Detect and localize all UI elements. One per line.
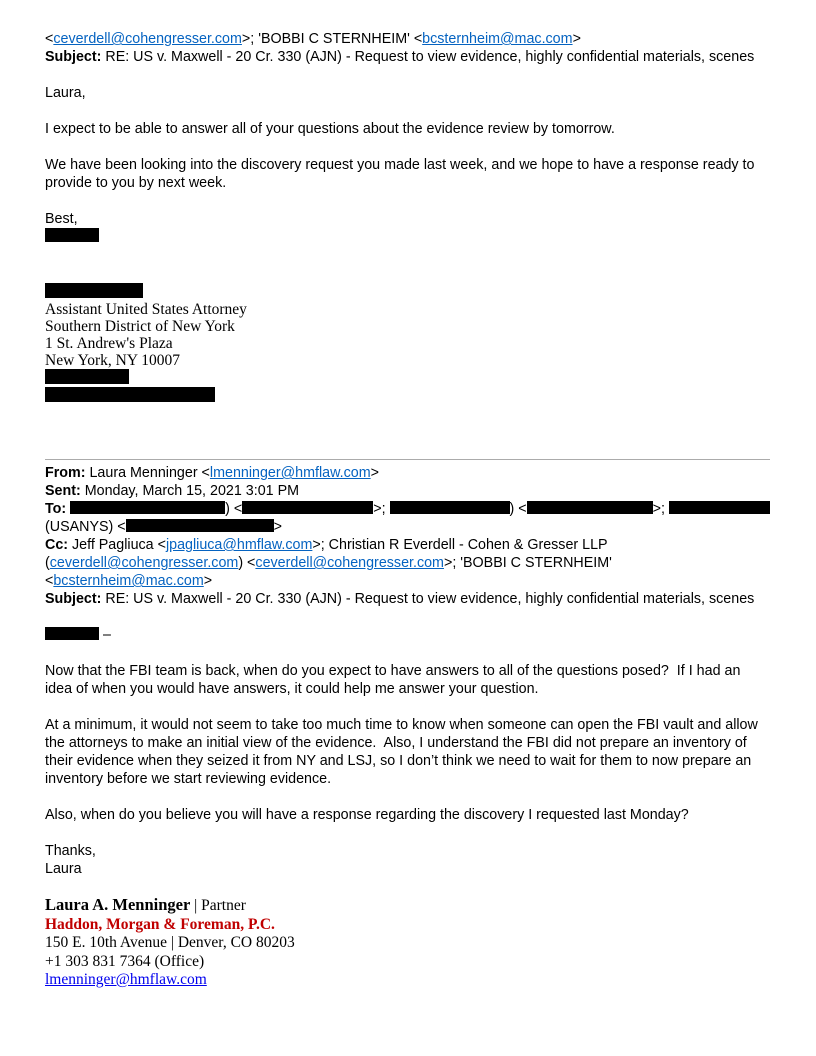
subject-label: Subject: [45,591,106,607]
ausa-signature-block [45,283,770,405]
from-name: Laura Menninger < [89,465,210,481]
redacted-email-line [45,387,770,405]
signature-name-line [45,896,770,916]
email2-closing-thanks: Thanks, [45,843,96,859]
from-label: From: [45,465,90,481]
signature-phone: +1 303 831 7364 (Office) [45,952,205,970]
redaction-bar [669,501,770,514]
to-separator: >; [373,501,390,517]
recipients-continuation-line [45,30,770,48]
menninger-signature-block [45,896,770,990]
cc-mid-1: >; Christian R Everdell - Cohen & Gresser LLP ( [45,537,612,571]
to-close-bracket: > [273,519,282,535]
email2-subject-line [45,590,770,608]
to-separator: ) < [225,501,243,517]
cc-line [45,536,770,590]
recipients-pre: < [45,31,54,47]
from-line [45,464,770,482]
email2-paragraph-3: Also, when do you believe you will have a response regarding the discovery I requested last Monday? [45,807,689,823]
email2-paragraph-1: Now that the FBI team is back, when do you expect to have answers to all of the questions posed? If I had an idea of when you would have answers, it could help me answer your question. [45,663,745,697]
sent-value: Monday, March 15, 2021 3:01 PM [84,483,300,499]
signature-name: Laura A. Menninger [45,895,191,914]
signature-email-line [45,971,770,990]
to-line [45,500,770,518]
ausa-address-2: New York, NY 10007 [45,352,181,369]
redaction-bar [390,501,510,514]
redaction-bar [45,387,215,402]
email1-salutation: Laura, [45,85,86,101]
redacted-signature-name-line [45,283,770,301]
sent-line [45,482,770,500]
redacted-phone-line [45,369,770,387]
cc-label: Cc: [45,537,73,553]
email1-paragraph-1: I expect to be able to answer all of your questions about the evidence review by tomorrow. [45,121,615,137]
to-line-continuation [45,518,770,536]
redaction-bar [45,228,99,242]
signature-title: | Partner [190,897,246,914]
email1-paragraph-2: We have been looking into the discovery request you made last week, and we hope to have a response ready to provide to you by next week. [45,157,759,191]
sent-label: Sent: [45,483,85,499]
cc-mid-3: >; 'BOBBI C STERNHEIM' < [45,555,616,589]
email-link-lmenninger[interactable]: lmenninger@hmflaw.com [209,465,371,481]
cc-post: > [203,573,213,589]
from-post: > [370,465,379,481]
email-link-bcsternheim[interactable]: bcsternheim@mac.com [422,31,573,47]
email-link-lmenninger-signature[interactable]: lmenninger@hmflaw.com [45,971,207,988]
ausa-title: Assistant United States Attorney [45,301,247,318]
ausa-office: Southern District of New York [45,318,235,335]
to-usanys: (USANYS) < [45,519,126,535]
subject-value: RE: US v. Maxwell - 20 Cr. 330 (AJN) - Request to view evidence, highly confidential materials, scenes [105,591,755,607]
email-link-bcsternheim-cc[interactable]: bcsternheim@mac.com [53,573,204,589]
email-link-jpagliuca[interactable]: jpagliuca@hmflaw.com [165,537,313,553]
email2-paragraph-2: At a minimum, it would not seem to take too much time to know when someone can open the FBI vault and allow the attorneys to make an initial view of the evidence. Also, I understand the FBI did not prepare an inventory of their evidence when they seized it from NY and LSJ, so I don’t think we need to wait for them to now prepare an inventory before we start reviewing evidence. [45,717,762,787]
recipients-post: > [572,31,581,47]
email2-closing-name: Laura [45,861,82,877]
redaction-bar [45,369,129,384]
redacted-greeting-line [45,626,770,644]
to-separator: >; [652,501,669,517]
greeting-dash: – [99,627,111,643]
to-label: To: [45,501,71,517]
ausa-address-1: 1 St. Andrew's Plaza [45,335,173,352]
email1-subject-line [45,48,770,66]
cc-name-1: Jeff Pagliuca < [72,537,166,553]
redacted-sender-name-line [45,228,770,246]
redaction-bar [126,519,274,532]
recipients-mid: >; 'BOBBI C STERNHEIM' < [241,31,423,47]
thread-divider-rule [45,459,770,460]
signature-address: 150 E. 10th Avenue | Denver, CO 80203 [45,934,295,951]
redaction-bar [45,283,143,298]
cc-mid-2: ) < [238,555,256,571]
signature-firm: Haddon, Morgan & Foreman, P.C. [45,915,275,933]
email-link-ceverdell-angle[interactable]: ceverdell@cohengresser.com [255,555,444,571]
email-link-ceverdell[interactable]: ceverdell@cohengresser.com [53,31,242,47]
subject-label: Subject: [45,49,106,65]
redaction-bar [527,501,653,514]
redaction-bar [45,627,99,640]
subject-value: RE: US v. Maxwell - 20 Cr. 330 (AJN) - Request to view evidence, highly confidential materials, scenes [105,49,755,65]
redaction-bar [70,501,225,514]
to-separator: ) < [509,501,527,517]
email-link-ceverdell-paren[interactable]: ceverdell@cohengresser.com [49,555,239,571]
email1-closing: Best, [45,211,78,227]
redaction-bar [242,501,373,514]
